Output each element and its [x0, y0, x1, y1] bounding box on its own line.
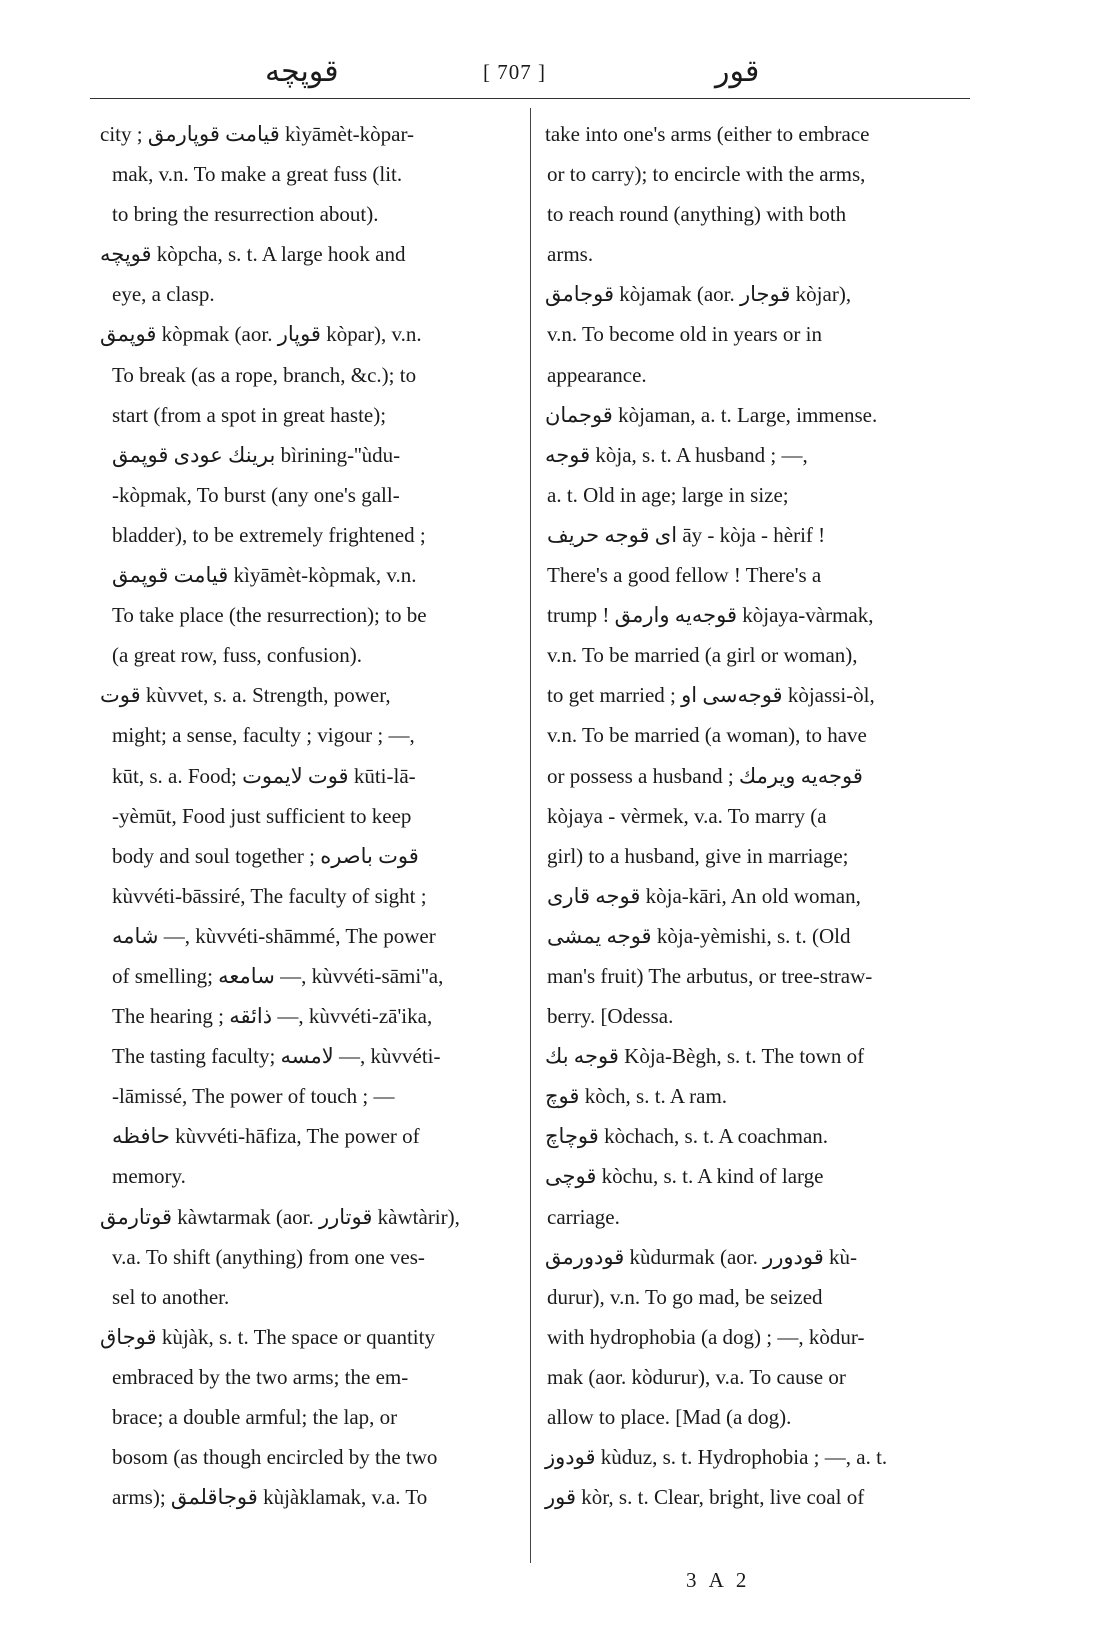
entry-line: قوجه یمشی kòja-yèmishi, s. t. (Old	[547, 923, 851, 948]
entry-line: body and soul together ; قوت باصره	[112, 843, 419, 868]
dictionary-entry	[545, 1156, 970, 1236]
entry-line: mak (aor. kòdurur), v.a. To cause or	[547, 1364, 846, 1389]
entry-headline: قوچ kòch, s. t. A ram.	[545, 1084, 728, 1109]
entry-line: (a great row, fuss, confusion).	[112, 643, 362, 668]
dictionary-entry	[545, 1237, 970, 1437]
dictionary-entry	[545, 114, 970, 274]
entry-line: حافظه kùvvéti-hāfiza, The power of	[112, 1124, 420, 1149]
entry-line: to reach round (anything) with both	[547, 202, 847, 227]
dictionary-entry	[545, 1116, 970, 1156]
entry-line: memory.	[112, 1164, 186, 1189]
entry-line: girl) to a husband, give in marriage;	[547, 843, 849, 868]
entry-line: start (from a spot in great haste);	[112, 402, 387, 427]
dictionary-entry	[100, 675, 510, 1196]
header-right-catchword: قور	[715, 55, 760, 88]
entry-line: trump ! قوجه‌یه وارمق kòjaya-vàrmak,	[547, 603, 874, 628]
dictionary-entry	[545, 1076, 970, 1116]
entry-line: appearance.	[547, 362, 647, 387]
entry-headline: قوجمان kòjaman, a. t. Large, immense.	[545, 402, 878, 427]
entry-headline: قوپچه kòpcha, s. t. A large hook and	[100, 242, 406, 267]
entry-headline: take into one's arms (either to embrace	[545, 122, 870, 146]
entry-line: with hydrophobia (a dog) ; —, kòdur-	[547, 1324, 865, 1349]
entry-line: There's a good fellow ! There's a	[547, 563, 822, 588]
dictionary-entry	[545, 1477, 970, 1517]
column-divider	[530, 108, 531, 1563]
entry-line: bosom (as though encircled by the two	[112, 1445, 438, 1470]
entry-line: kūt, s. a. Food; قوت لایموت kūti-lā-	[112, 763, 416, 788]
entry-line: of smelling; سامعه —, kùvvéti-sāmi''a,	[112, 963, 444, 988]
dictionary-entry	[545, 435, 970, 1036]
entry-line: or to carry); to encircle with the arms,	[547, 162, 866, 187]
entry-line: man's fruit) The arbutus, or tree-straw-	[547, 963, 873, 988]
entry-line: kùvvéti-bāssiré, The faculty of sight ;	[112, 883, 427, 908]
header-rule	[90, 98, 970, 99]
entry-line: v.n. To become old in years or in	[547, 322, 822, 347]
entry-line: شامه —, kùvvéti-shāmmé, The power	[112, 923, 436, 948]
page-number: [ 707 ]	[483, 60, 546, 84]
entry-line: To take place (the resurrection); to be	[112, 603, 427, 628]
entry-headline: قوجه بك Kòja-Bègh, s. t. The town of	[545, 1044, 865, 1069]
entry-headline: قوتارمق kàwtarmak (aor. قوتارر kàwtàrir),	[100, 1204, 460, 1229]
dictionary-entry	[545, 274, 970, 394]
entry-line: kòjaya - vèrmek, v.a. To marry (a	[547, 803, 827, 828]
entry-line: bladder), to be extremely frightened ;	[112, 522, 426, 547]
entry-line: The tasting faculty; لامسه —, kùvvéti-	[112, 1044, 441, 1069]
dictionary-entry	[100, 1197, 510, 1317]
entry-line: برینك عودی قوپمق bìrining-''ùdu-	[112, 442, 401, 467]
entry-line: The hearing ; ذائقه —, kùvvéti-zā'ika,	[112, 1004, 433, 1029]
entry-line: ای قوجه حریف āy - kòja - hèrif !	[547, 522, 826, 547]
entry-headline: قوجه kòja, s. t. A husband ; —,	[545, 442, 808, 467]
entry-line: arms.	[547, 242, 594, 267]
dictionary-entry	[545, 1036, 970, 1076]
entry-headline: قوپمق kòpmak (aor. قوپار kòpar), v.n.	[100, 322, 422, 347]
entry-line: might; a sense, faculty ; vigour ; —,	[112, 723, 415, 748]
entry-line: arms); قوجاقلمق kùjàklamak, v.a. To	[112, 1485, 428, 1510]
entry-line: eye, a clasp.	[112, 282, 215, 307]
dictionary-entry	[545, 395, 970, 435]
entry-headline: city ; قیامت قوپارمق kìyāmèt-kòpar-	[100, 122, 415, 146]
entry-headline: قوجامق kòjamak (aor. قوجار kòjar),	[545, 282, 852, 307]
entry-line: embraced by the two arms; the em-	[112, 1364, 409, 1389]
entry-headline: قوت kùvvet, s. a. Strength, power,	[100, 683, 391, 708]
dictionary-entry	[100, 114, 510, 234]
entry-line: قیامت قوپمق kìyāmèt-kòpmak, v.n.	[112, 563, 417, 588]
entry-line: sel to another.	[112, 1284, 230, 1309]
entry-line: v.a. To shift (anything) from one ves-	[112, 1244, 425, 1269]
entry-headline: قودورمق kùdurmak (aor. قودورر kù-	[545, 1244, 858, 1269]
entry-headline: قوجاق kùjàk, s. t. The space or quantity	[100, 1324, 435, 1349]
entry-line: -lāmissé, The power of touch ; —	[112, 1084, 395, 1109]
page-header	[90, 52, 960, 92]
entry-headline: قوچاچ kòchach, s. t. A coachman.	[545, 1124, 829, 1149]
entry-line: قوجه قاری kòja-kāri, An old woman,	[547, 883, 861, 908]
entry-line: a. t. Old in age; large in size;	[547, 482, 789, 507]
signature-mark: 3 A 2	[686, 1568, 751, 1592]
dictionary-entry	[545, 1437, 970, 1477]
entry-headline: قودوز kùduz, s. t. Hydrophobia ; —, a. t.	[545, 1445, 888, 1470]
entry-line: or possess a husband ; قوجه‌یه ویرمك	[547, 763, 863, 788]
entry-line: to bring the resurrection about).	[112, 202, 379, 227]
left-column	[100, 114, 510, 1517]
dictionary-entry	[100, 1317, 510, 1517]
entry-line: durur), v.n. To go mad, be seized	[547, 1284, 823, 1309]
entry-line: -yèmūt, Food just sufficient to keep	[112, 803, 412, 828]
entry-line: v.n. To be married (a girl or woman),	[547, 643, 858, 668]
dictionary-entry	[100, 314, 510, 675]
right-column	[545, 114, 970, 1517]
entry-line: -kòpmak, To burst (any one's gall-	[112, 482, 400, 507]
entry-line: carriage.	[547, 1204, 620, 1229]
entry-line: berry. [Odessa.	[547, 1004, 674, 1029]
entry-line: to get married ; قوجه‌سی او kòjassi-òl,	[547, 683, 875, 708]
header-left-catchword: قوپچه	[265, 55, 339, 88]
entry-headline: قور kòr, s. t. Clear, bright, live coal of	[545, 1485, 865, 1510]
entry-line: mak, v.n. To make a great fuss (lit.	[112, 162, 403, 187]
entry-line: brace; a double armful; the lap, or	[112, 1405, 398, 1429]
entry-line: To break (as a rope, branch, &c.); to	[112, 362, 417, 387]
entry-headline: قوچی kòchu, s. t. A kind of large	[545, 1164, 824, 1189]
entry-line: allow to place. [Mad (a dog).	[547, 1405, 792, 1429]
dictionary-entry	[100, 234, 510, 314]
entry-line: v.n. To be married (a woman), to have	[547, 723, 867, 748]
